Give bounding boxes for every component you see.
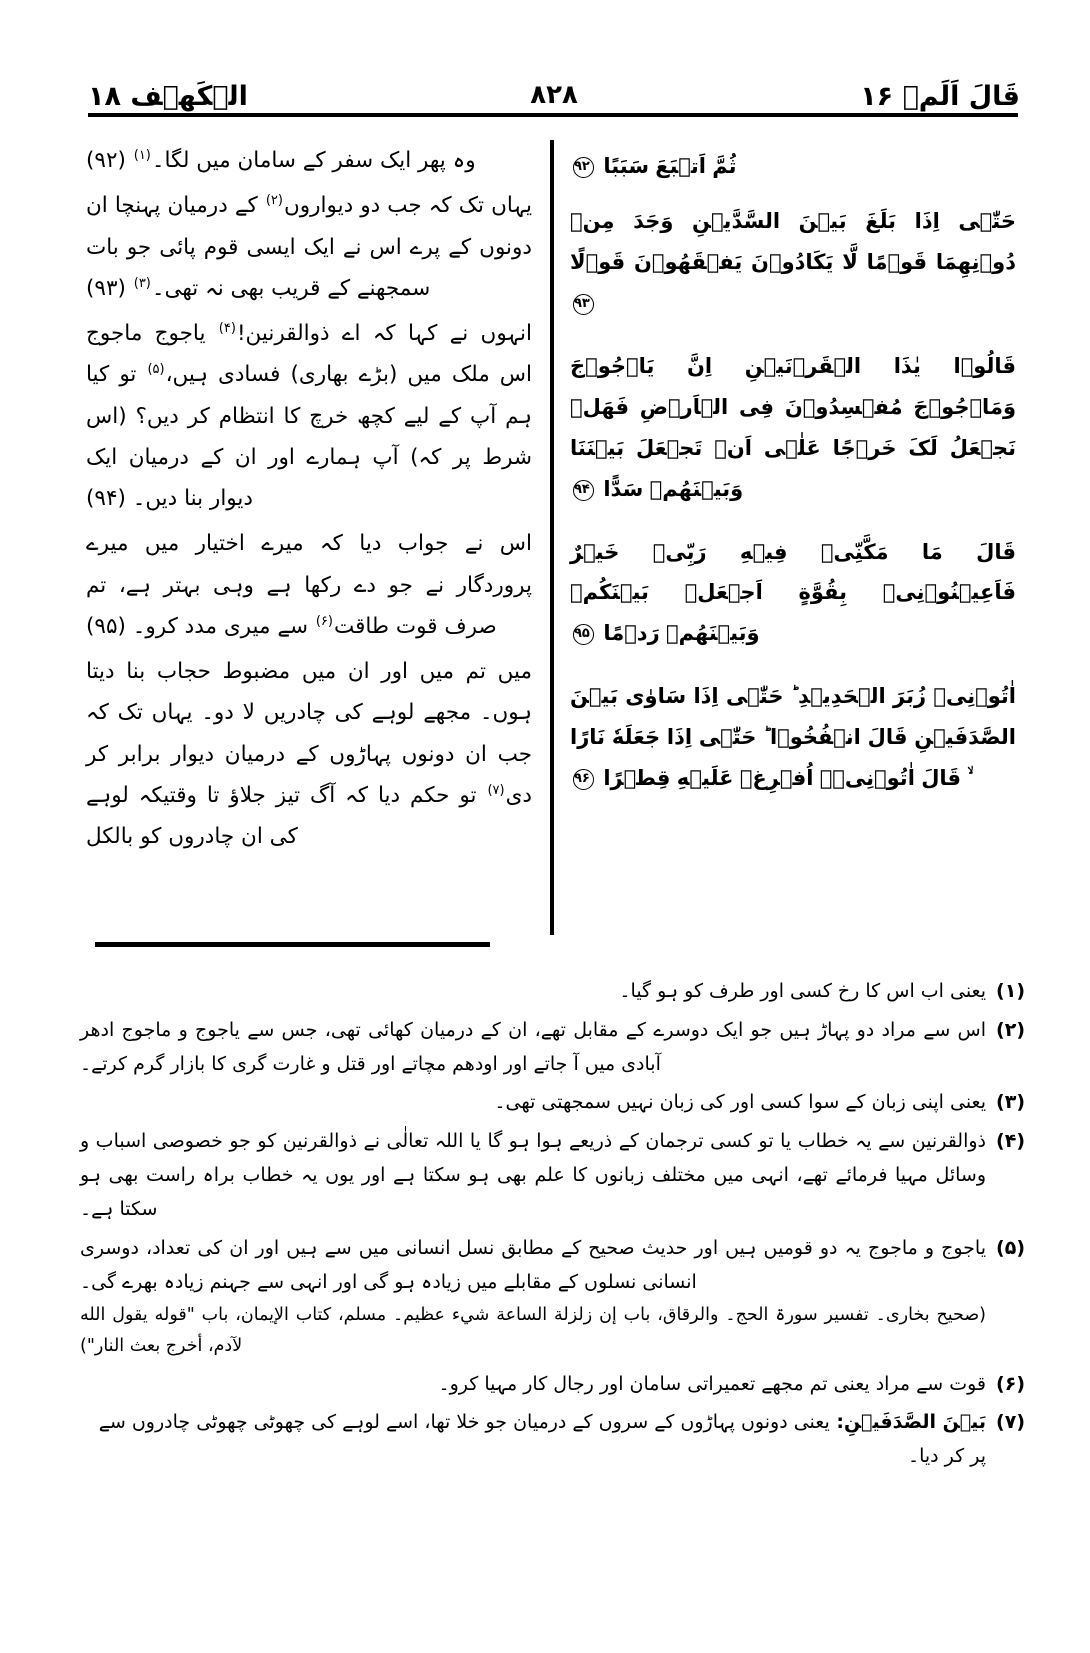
ayah-text: قَالُوۡا یٰذَا الۡقَرۡنَیۡنِ اِنَّ یَاۡجُوۡجَ وَمَاۡجُوۡجَ مُفۡسِدُوۡنَ فِی الۡاَرۡضِ فَهَلۡ نَجۡعَلُ لَکَ خَرۡجًا عَلٰۤی اَنۡ تَجۡعَلَ بَیۡنَنَا وَبَیۡنَهُمۡ سَدًّا [570,353,1016,501]
footnote-text [80,1086,986,1120]
footnote-marker: (۴) [996,1130,1025,1153]
urdu-translation-column [82,132,540,937]
urdu-text-run: یاجوج ماجوج اس ملک میں (بڑے بھاری) فسادی ہیں، [86,321,532,388]
ayah-number-marker: ۹۲ [573,157,594,178]
urdu-text-run: تو حکم دیا کہ آگ تیز جلاؤ تا وقتیکہ لوہے کی ان چادروں کو بالکل [86,782,487,850]
ayah-number-marker: ۹۳ [573,294,594,315]
footnote-body-text: یعنی دونوں پہاڑوں کے سروں کے درمیان جو خلا تھا، اسے لوہے کی چھوٹی چھوٹی چادروں سے پر کر دیا۔ [98,1411,987,1468]
footnote-divider [95,942,490,947]
header-divider [88,113,1018,117]
footnote-item [80,1232,1025,1363]
ayah-text: اٰتُوۡنِیۡ زُبَرَ الۡحَدِیۡدِ ؕ حَتّٰۤی اِذَا سَاوٰی بَیۡنَ الصَّدَفَیۡنِ قَالَ انۡفُخُوۡا ؕ حَتّٰۤی اِذَا جَعَلَهٗ نَارًا ۙ قَالَ اٰتُوۡنِیۡۤ اُفۡرِغۡ عَلَیۡهِ قِطۡرًا [570,684,1016,791]
footnote-marker: (۶) [996,1372,1025,1395]
footnote-reference[interactable]: (۵) [147,362,165,378]
arabic-text-column [560,132,1022,937]
footnote-item [80,1086,1025,1120]
ayah-number-marker: ۹۵ [573,624,594,645]
ayah-text: حَتّٰۤی اِذَا بَلَغَ بَیۡنَ السَّدَّیۡنِ وَجَدَ مِنۡ دُوۡنِهِمَا قَوۡمًا لَّا یَکَادُوۡنَ یَفۡقَهُوۡنَ قَوۡلًا [570,208,1016,274]
juz-title: قَالَ اَلَمۡ ۱۶ [860,81,1020,112]
body-area [82,132,1022,937]
footnote-item [80,1014,1025,1082]
urdu-translation-paragraph [86,140,532,181]
footnote-marker: (۷) [996,1411,1025,1434]
urdu-text-run: کے درمیان پہنچا ان دونوں کے پرے اس نے ایک ایسی قوم پائی جو بات سمجھنے کے قریب بھی نہ تھی۔ [86,193,532,301]
footnote-marker: (۲) [996,1018,1025,1041]
ayah-block [570,201,1016,324]
footnote-text [80,1406,986,1474]
footnote-marker: (۵) [996,1236,1025,1259]
urdu-text-run: سے میری مدد کرو۔ (۹۵) [86,613,315,639]
ayah-block [570,532,1016,655]
urdu-text-run: تو کیا ہم آپ کے لیے کچھ خرچ کا انتظام کر دیں؟ (اس شرط پر کہ) آپ ہمارے اور ان کے درمیان ایک دیوار بنا دیں۔ (۹۴) [86,362,532,512]
footnote-list [80,975,1025,1479]
page-number: ۸۲۸ [530,80,578,110]
footnote-body-text: ذوالقرنین سے یہ خطاب یا تو کسی ترجمان کے ذریعے ہوا ہو گا یا اللہ تعالٰی نے ذوالقرنین کو جو خصوصی اسباب و وسائل مہیا فرمائے تھے، انہی میں مختلف زبانوں کا علم بھی ہو سکتا ہے اور یوں یہ خطاب براہ راست بھی ہو سکتا ہے۔ [80,1130,987,1220]
footnote-text [80,975,986,1009]
footnote-reference[interactable]: (۱) [133,147,151,163]
footnote-body-text: یاجوج و ماجوج یہ دو قومیں ہیں اور حدیث صحیح کے مطابق نسل انسانی میں سے ہیں اور ان کی تعداد، دوسری انسانی نسلوں کے مقابلے میں زیادہ ہو گی اور انہی سے جہنم زیادہ بھرے گی۔ [80,1236,987,1293]
footnote-reference[interactable]: (۶) [315,613,333,629]
footnote-item [80,975,1025,1009]
footnote-text [80,1368,986,1402]
footnote-reference[interactable]: (۲) [265,193,283,209]
footnote-text [80,1125,986,1226]
footnote-body-text: یعنی اب اس کا رخ کسی اور طرف کو ہو گیا۔ [619,980,987,1002]
ayah-number-marker: ۹۴ [573,480,594,501]
urdu-translation-paragraph [86,651,532,857]
urdu-text-run: میں تم میں اور ان میں مضبوط حجاب بنا دیتا ہوں۔ مجھے لوہے کی چادریں لا دو۔ یہاں تک کہ جب ان دونوں پہاڑوں کے درمیان دیوار برابر کر دی [86,659,532,808]
footnote-body-text: قوت سے مراد یعنی تم مجھے تعمیراتی سامان اور رجال کار مہیا کرو۔ [438,1372,987,1395]
footnote-reference[interactable]: (۳) [133,275,151,291]
urdu-text-run: (۹۳) [86,275,133,301]
footnote-text [80,1014,986,1082]
footnote-item [80,1368,1025,1402]
footnote-marker: (۳) [996,1091,1025,1114]
urdu-text-run: وہ پھر ایک سفر کے سامان میں لگا۔ [151,148,476,173]
urdu-translation-paragraph [86,185,532,309]
ayah-number-marker: ۹۶ [573,769,594,790]
footnote-item [80,1406,1025,1474]
footnote-body-text: یعنی اپنی زبان کے سوا کسی اور کی زبان نہیں سمجھتی تھی۔ [494,1091,987,1114]
urdu-text-run: اس نے جواب دیا کہ میرے اختیار میں میرے پروردگار نے جو دے رکھا ہے وہی بہتر ہے، تم صرف قوت طاقت [86,531,532,639]
column-divider [550,140,554,935]
ayah-text: ثُمَّ اَتۡبَعَ سَبَبًا [603,154,737,178]
footnote-marker: (۱) [996,980,1025,1002]
ayah-block [570,146,1016,187]
footnote-reference[interactable]: (۷) [487,782,505,798]
footnote-body-text: اس سے مراد دو پہاڑ ہیں جو ایک دوسرے کے مقابل تھے، ان کے درمیان کھائی تھی، جس سے یاجوج و ماجوج ادھر آبادی میں آ جاتے اور اودھم مچاتے اور قتل و غارت گری کا بازار گرم کرتے۔ [80,1018,987,1075]
footnote-text [80,1232,986,1363]
footnote-arabic-term: بَیۡنَ الصَّدَفَیۡنِ: [829,1411,987,1434]
footnote-citation: (صحیح بخاری۔ تفسیر سورۃ الحج۔ والرقاق، باب إن زلزلة الساعة شيء عظيم۔ مسلم، كتاب الإيمان، باب "قوله يقول الله لآدم، أخرج بعث النار") [80,1305,987,1357]
footnote-item [80,1125,1025,1226]
urdu-text-run: (۹۲) [86,148,133,173]
urdu-translation-paragraph [86,313,532,519]
footnote-reference[interactable]: (۴) [218,320,236,336]
ayah-block [570,676,1016,799]
surah-title: الۡکَهۡف ۱۸ [88,81,248,112]
urdu-text-run: یہاں تک کہ جب دو دیواروں [283,193,532,219]
urdu-text-run: انہوں نے کہا کہ اے ذوالقرنین! [236,321,533,347]
ayah-block [570,346,1016,510]
ayah-text: قَالَ مَا مَکَّنِّیۡ فِیۡهِ رَبِّیۡ خَیۡرٌ فَاَعِیۡنُوۡنِیۡ بِقُوَّةٍ اَجۡعَلۡ بَیۡنَکُمۡ وَبَیۡنَهُمۡ رَدۡمًا [570,539,1016,646]
urdu-translation-paragraph [86,523,532,647]
page-header [88,62,1020,110]
